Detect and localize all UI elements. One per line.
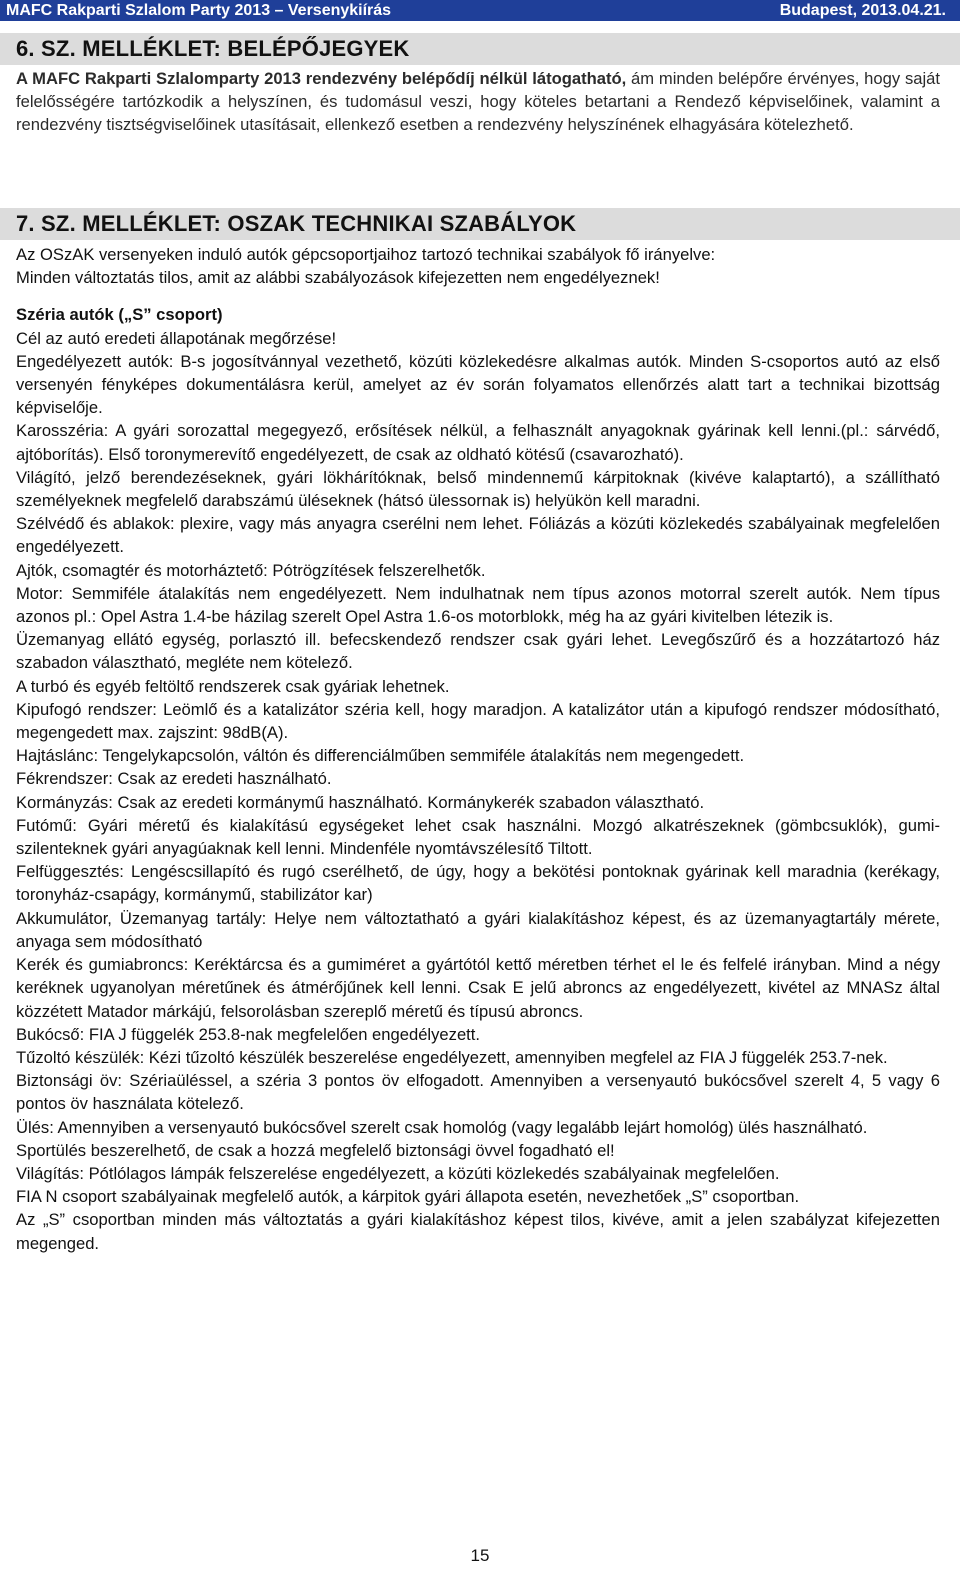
rule-paragraph: Ajtók, csomagtér és motorháztető: Pótrögzítések felszerelhetők. — [16, 560, 486, 580]
page-number: 15 — [470, 1546, 490, 1565]
section-7-heading: 7. SZ. MELLÉKLET: OSZAK TECHNIKAI SZABÁLYOK — [0, 208, 960, 240]
section-7-body — [16, 243, 940, 1255]
rule-paragraph: Fékrendszer: Csak az eredeti használható. — [16, 769, 332, 789]
section-6-paragraph — [16, 67, 940, 137]
rule-paragraph: Szélvédő és ablakok: plexire, vagy más anyagra cserélni nem lehet. Fóliázás a közúti közlekedés szabályainak megfelelően engedélyezett. — [16, 514, 940, 557]
rule-paragraph: Futómű: Gyári méretű és kialakítású egységeket lehet csak használni. Mozgó alkatrészeknek (gömbcsuklók), gumi-szilenteknek gyári anyagúaknak kell lenni. Mindenféle nyomtávszélesítő Tiltott. — [16, 815, 940, 859]
rule-paragraph: Világító, jelző berendezéseknek, gyári lökhárítóknak, belső mindennemű kárpitoknak (kivéve kalaptartó), a szállítható személyeknek megfelelő darabszámú üléseknek (hátsó ülessornak is) helyükön kell maradni. — [16, 467, 940, 511]
document-header — [0, 0, 960, 21]
header-title: MAFC Rakparti Szlalom Party 2013 – Versenykiírás — [6, 1, 392, 19]
rule-paragraph: Engedélyezett autók: B-s jogosítvánnyal vezethető, közúti közlekedésre alkalmas autók. Minden S-csoportos autó az első versenyén fényképes dokumentálásra kerül, amelyet az év során folyamatos ellenőrzés alatt tart a technikai bizottság képviselője. — [16, 351, 940, 418]
header-date: Budapest, 2013.04.21. — [779, 1, 946, 19]
rule-paragraph: FIA N csoport szabályainak megfelelő autók, a kárpitok gyári állapota esetén, nevezhetőek „S” csoportban. — [16, 1187, 800, 1207]
rule-paragraph: Kormányzás: Csak az eredeti kormánymű használható. Kormánykerék szabadon választható. — [16, 792, 705, 812]
rule-paragraph: Biztonsági öv: Szériaüléssel, a széria 3 pontos öv elfogadott. Amennyiben a versenyautó bukócsővel szerelt 4, 5 vagy 6 pontos öv használata kötelező. — [16, 1071, 940, 1114]
rule-paragraph: Kerék és gumiabroncs: Keréktárcsa és a gumiméret a gyártótól kettő méretben térhet el le és felfelé irányban. Mind a négy keréknek ugyanolyan méretűnek és átmérőjűnek kell lenni. Csak E jelű abroncs az engedélyezett, kivétel az MNASz által közzétett Matador márkájú, felsorolásban szereplő méretű és típusú abroncs. — [16, 955, 940, 1021]
section-6-heading: 6. SZ. MELLÉKLET: BELÉPŐJEGYEK — [0, 33, 960, 65]
rule-paragraph: Akkumulátor, Üzemanyag tartály: Helye nem változtatható a gyári kialakításhoz képest, és az üzemanyagtartály mérete, anyaga sem módosítható — [16, 908, 940, 951]
rule-paragraph: Motor: Semmiféle átalakítás nem engedélyezett. Nem indulhatnak nem típus azonos motorral szerelt autók. Nem típus azonos pl.: Opel Astra 1.4-be házilag szerelt Opel Astra 1.6-os motorblokk, még ha az gyári kivitelben létezik is. — [16, 583, 940, 627]
rule-paragraph: Felfüggesztés: Lengéscsillapító és rugó cserélhető, de úgy, hogy a bekötési pontoknak gyárinak kell maradnia (kerékagy, toronyház-csapágy, kormánymű, stabilizátor kar) — [16, 862, 940, 905]
section-6-text: ám minden belépőre érvényes, hogy saját felelősségére tartózkodik a helyszínen, és tudomásul veszi, hogy köteles betartani a Rendező képviselőinek, valamint a rendezvény tisztségviselőinek utasításait, ellenkező esetben a rendezvény helyszínének elhagyására kötelezhető. — [16, 69, 940, 135]
section-7-intro-line: Az OSzAK versenyeken induló autók gépcsoportjaihoz tartozó technikai szabályok fő irányelve: — [16, 245, 716, 264]
rule-paragraph: Bukócső: FIA J függelék 253.8-nak megfelelően engedélyezett. — [16, 1024, 481, 1044]
section-7-subheading: Széria autók („S” csoport) — [16, 305, 223, 325]
rule-paragraph: Sportülés beszerelhető, de csak a hozzá megfelelő biztonsági övvel fogadható el! — [16, 1140, 615, 1160]
rule-paragraph: Ülés: Amennyiben a versenyautó bukócsővel szerelt csak homológ (vagy legalább lejárt homológ) ülés használható. — [16, 1117, 868, 1137]
rule-paragraph: Tűzoltó készülék: Kézi tűzoltó készülék beszerelése engedélyezett, amennyiben megfelel az FIA J függelék 253.7-nek. — [16, 1047, 888, 1067]
rule-paragraph: Világítás: Pótlólagos lámpák felszerelése engedélyezett, a közúti közlekedés szabályainak megfelelően. — [16, 1163, 780, 1183]
rule-paragraph: Kipufogó rendszer: Leömlő és a katalizátor széria kell, hogy maradjon. A katalizátor után a kipufogó rendszer módosítható, megengedett max. zajszint: 98dB(A). — [16, 699, 940, 743]
rule-paragraph: Karosszéria: A gyári sorozattal megegyező, erősítések nélkül, a felhasznált anyagoknak gyárinak kell lenni.(pl.: sárvédő, ajtóborítás). Első toronymerevítő engedélyezett, de csak az oldható kötésű (csavarozható). — [16, 421, 940, 464]
rules-list — [16, 327, 940, 1255]
rule-paragraph: Az „S” csoportban minden más változtatás a gyári kialakításhoz képest tilos, kivéve, amit a jelen szabályzat kifejezetten megenged. — [16, 1210, 940, 1253]
rule-paragraph: Hajtáslánc: Tengelykapcsolón, váltón és differenciálműben semmiféle átalakítás nem megengedett. — [16, 746, 745, 766]
rule-paragraph: Cél az autó eredeti állapotának megőrzése! — [16, 328, 337, 348]
section-6-lead: A MAFC Rakparti Szlalomparty 2013 rendezvény belépődíj nélkül látogatható, — [16, 69, 627, 88]
section-7-intro-line: Minden változtatás tilos, amit az alábbi szabályozások kifejezetten nem engedélyeznek! — [16, 268, 660, 288]
spacer — [16, 289, 940, 303]
rule-paragraph: A turbó és egyéb feltöltő rendszerek csak gyáriak lehetnek. — [16, 676, 450, 696]
rule-paragraph: Üzemanyag ellátó egység, porlasztó ill. befecskendező rendszer csak gyári lehet. Levegőszűrő és a hozzátartozó ház szabadon választható, megléte nem kötelező. — [16, 630, 940, 673]
section-6-body — [16, 67, 940, 137]
